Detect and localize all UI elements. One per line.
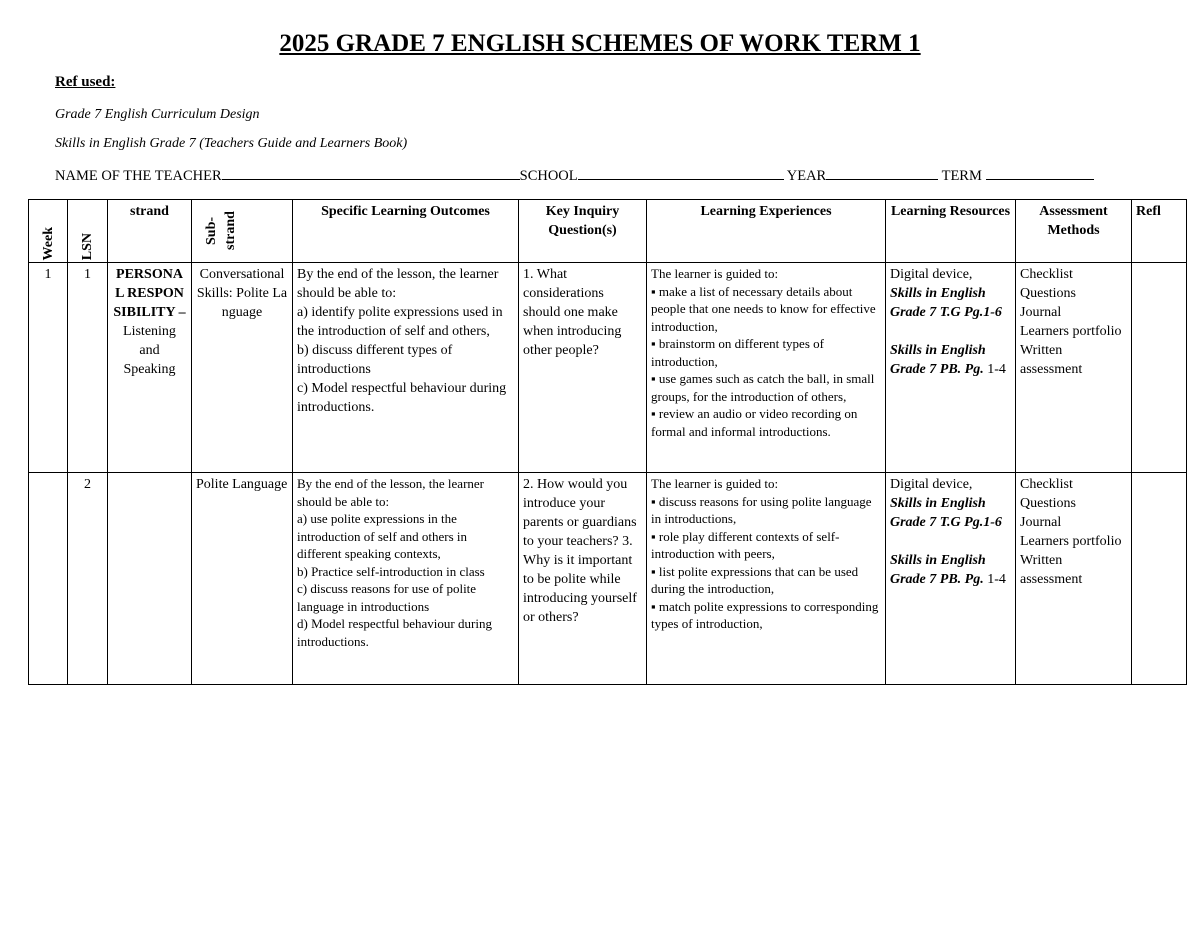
teacher-label: NAME OF THE TEACHER [55,168,222,184]
school-blank [578,167,784,180]
am-item: Learners portfolio [1020,534,1122,549]
lr-device: Digital device, [890,477,973,492]
le-line: ▪ make a list of necessary details about people that one needs to know for effective introduction, [651,283,876,334]
le-line: ▪ role play different contexts of self-introduction with peers, [651,528,840,561]
le-line: The learner is guided to: [651,476,779,491]
slo-line: a) identify polite expressions used in the introduction of self and others, [297,305,503,339]
slo-cell [293,473,519,685]
slo-line: c) Model respectful behaviour during introductions. [297,381,507,415]
le-line: ▪ use games such as catch the ball, in small groups, for the introduction of others, [651,371,875,404]
table-row [29,473,1187,685]
table-row [29,263,1187,473]
am-cell [1016,263,1132,473]
reference-2: Skills in English Grade 7 (Teachers Guide and Learners Book) [55,136,408,151]
ref-label: Ref used: [55,74,116,90]
le-line: ▪ brainstorm on different types of introduction, [651,336,824,369]
slo-line: b) Practice self-introduction in class [297,563,485,579]
lr-tg: Skills in English Grade 7 T.G Pg.1-6 [890,286,1002,320]
reference-1: Grade 7 English Curriculum Design [55,107,260,122]
header-substrand: Sub-strand [192,200,293,263]
lsn-cell: 2 [68,473,108,685]
lr-cell [886,473,1016,685]
am-cell [1016,473,1132,685]
lr-tg: Skills in English Grade 7 T.G Pg.1-6 [890,496,1002,530]
strand-cell [108,473,192,685]
am-item: Checklist [1020,477,1073,492]
header-slo: Specific Learning Outcomes [293,200,519,263]
lsn-cell: 1 [68,263,108,473]
le-cell [647,473,886,685]
lr-cell [886,263,1016,473]
year-label: YEAR [786,168,827,184]
kiq-cell: 2. How would you introduce your parents or guardians to your teachers? 3. Why is it important to be polite while introducing yourself or others? [519,473,647,685]
slo-line: a) use polite expressions in the introduction of self and others in different speaking contexts, [297,511,468,561]
header-am: Assessment Methods [1016,200,1132,263]
le-cell [647,263,886,473]
slo-line: By the end of the lesson, the learner should be able to: [297,476,484,509]
am-item: Journal [1020,305,1062,320]
slo-line: By the end of the lesson, the learner should be able to: [297,267,499,301]
lr-pb: Skills in English Grade 7 PB. Pg. 1-4 [890,343,1006,377]
le-line: ▪ list polite expressions that can be used during the introduction, [651,563,859,596]
term-label: TERM [941,168,982,184]
page-title: 2025 GRADE 7 ENGLISH SCHEMES OF WORK TERM 1 [279,30,921,57]
header-kiq: Key Inquiry Question(s) [519,200,647,263]
refl-cell [1132,473,1187,685]
school-label: SCHOOL [519,168,578,184]
lr-pb: Skills in English Grade 7 PB. Pg. 1-4 [890,553,1006,587]
substrand-cell: Polite Language [192,473,293,685]
header-lsn: LSN [68,200,108,263]
kiq-cell: 1. What considerations should one make when introducing other people? [519,263,647,473]
term-blank [986,167,1094,180]
am-item: Checklist [1020,267,1073,282]
am-item: Questions [1020,286,1076,301]
le-line: ▪ match polite expressions to corresponding types of introduction, [651,598,879,631]
le-line: The learner is guided to: [651,266,779,281]
le-line: ▪ discuss reasons for using polite language in introductions, [651,493,872,526]
substrand-cell: Conversational Skills: Polite Language [192,263,293,473]
week-cell [29,473,68,685]
le-line: ▪ review an audio or video recording on formal and informal introductions. [651,406,858,439]
header-lr: Learning Resources [886,200,1016,263]
strand-subtitle: Listening and Speaking [123,324,176,377]
teacher-blank [222,167,520,180]
header-week: Week [29,200,68,263]
teacher-details-line [55,167,1094,185]
refl-cell [1132,263,1187,473]
header-strand: strand [108,200,192,263]
am-item: Written assessment [1020,343,1083,377]
lr-device: Digital device, [890,267,973,282]
header-refl: Refl [1132,200,1187,263]
am-item: Journal [1020,515,1062,530]
am-item: Written assessment [1020,553,1083,587]
slo-line: c) discuss reasons for use of polite language in introductions [297,581,477,614]
am-item: Learners portfolio [1020,324,1122,339]
scheme-table [28,199,1187,685]
header-le: Learning Experiences [647,200,886,263]
strand-title: PERSONAL RESPONSIBILITY – [113,267,186,320]
year-blank [826,167,938,180]
strand-cell [108,263,192,473]
am-item: Questions [1020,496,1076,511]
slo-line: d) Model respectful behaviour during introductions. [297,616,492,649]
week-cell: 1 [29,263,68,473]
header-row [29,200,1187,263]
slo-line: b) discuss different types of introductions [297,343,453,377]
slo-cell [293,263,519,473]
